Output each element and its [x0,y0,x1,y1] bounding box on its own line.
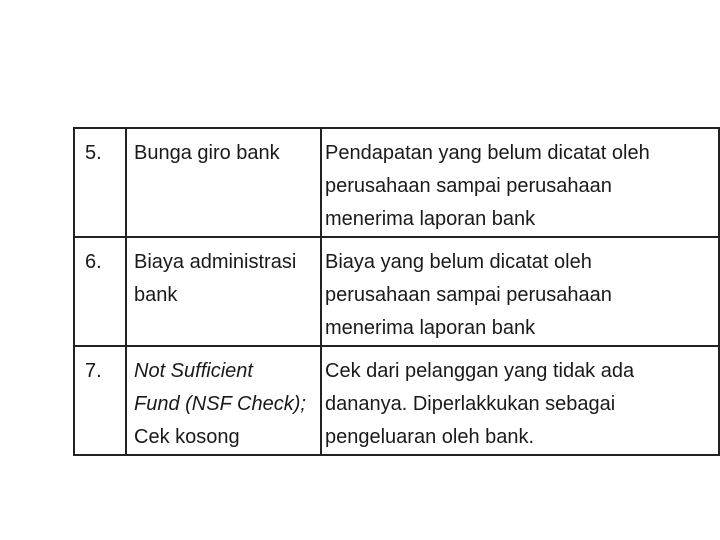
row-number-text: 5. [85,142,102,164]
term-cell [126,237,321,346]
description-line: dananya. Diperlakkukan sebagai [325,393,616,415]
description-line: Cek dari pelanggan yang tidak ada [325,360,635,382]
description-cell [321,346,719,455]
row-number [74,128,126,237]
table-row [74,128,719,237]
description-line: pengeluaran oleh bank. [325,426,535,448]
description-cell [321,128,719,237]
description-line: Biaya yang belum dicatat oleh [325,251,592,273]
description-line: perusahaan sampai perusahaan [325,175,612,197]
term-text-italic: Fund (NSF Check); [134,393,306,415]
description-line: menerima laporan bank [325,317,536,339]
row-number-text: 6. [85,251,102,273]
row-number [74,237,126,346]
term-text: Biaya administrasi [134,251,297,273]
term-text: Bunga giro bank [134,142,280,164]
term-text: bank [134,284,178,306]
row-number [74,346,126,455]
term-text: Cek kosong [134,426,240,448]
term-definition-table [73,127,720,456]
term-cell [126,346,321,455]
table-row [74,237,719,346]
row-number-text: 7. [85,360,102,382]
description-line: perusahaan sampai perusahaan [325,284,612,306]
description-line: Pendapatan yang belum dicatat oleh [325,142,650,164]
description-cell [321,237,719,346]
term-text-italic: Not Sufficient [134,360,253,382]
term-cell [126,128,321,237]
table-row [74,346,719,455]
description-line: menerima laporan bank [325,208,536,230]
